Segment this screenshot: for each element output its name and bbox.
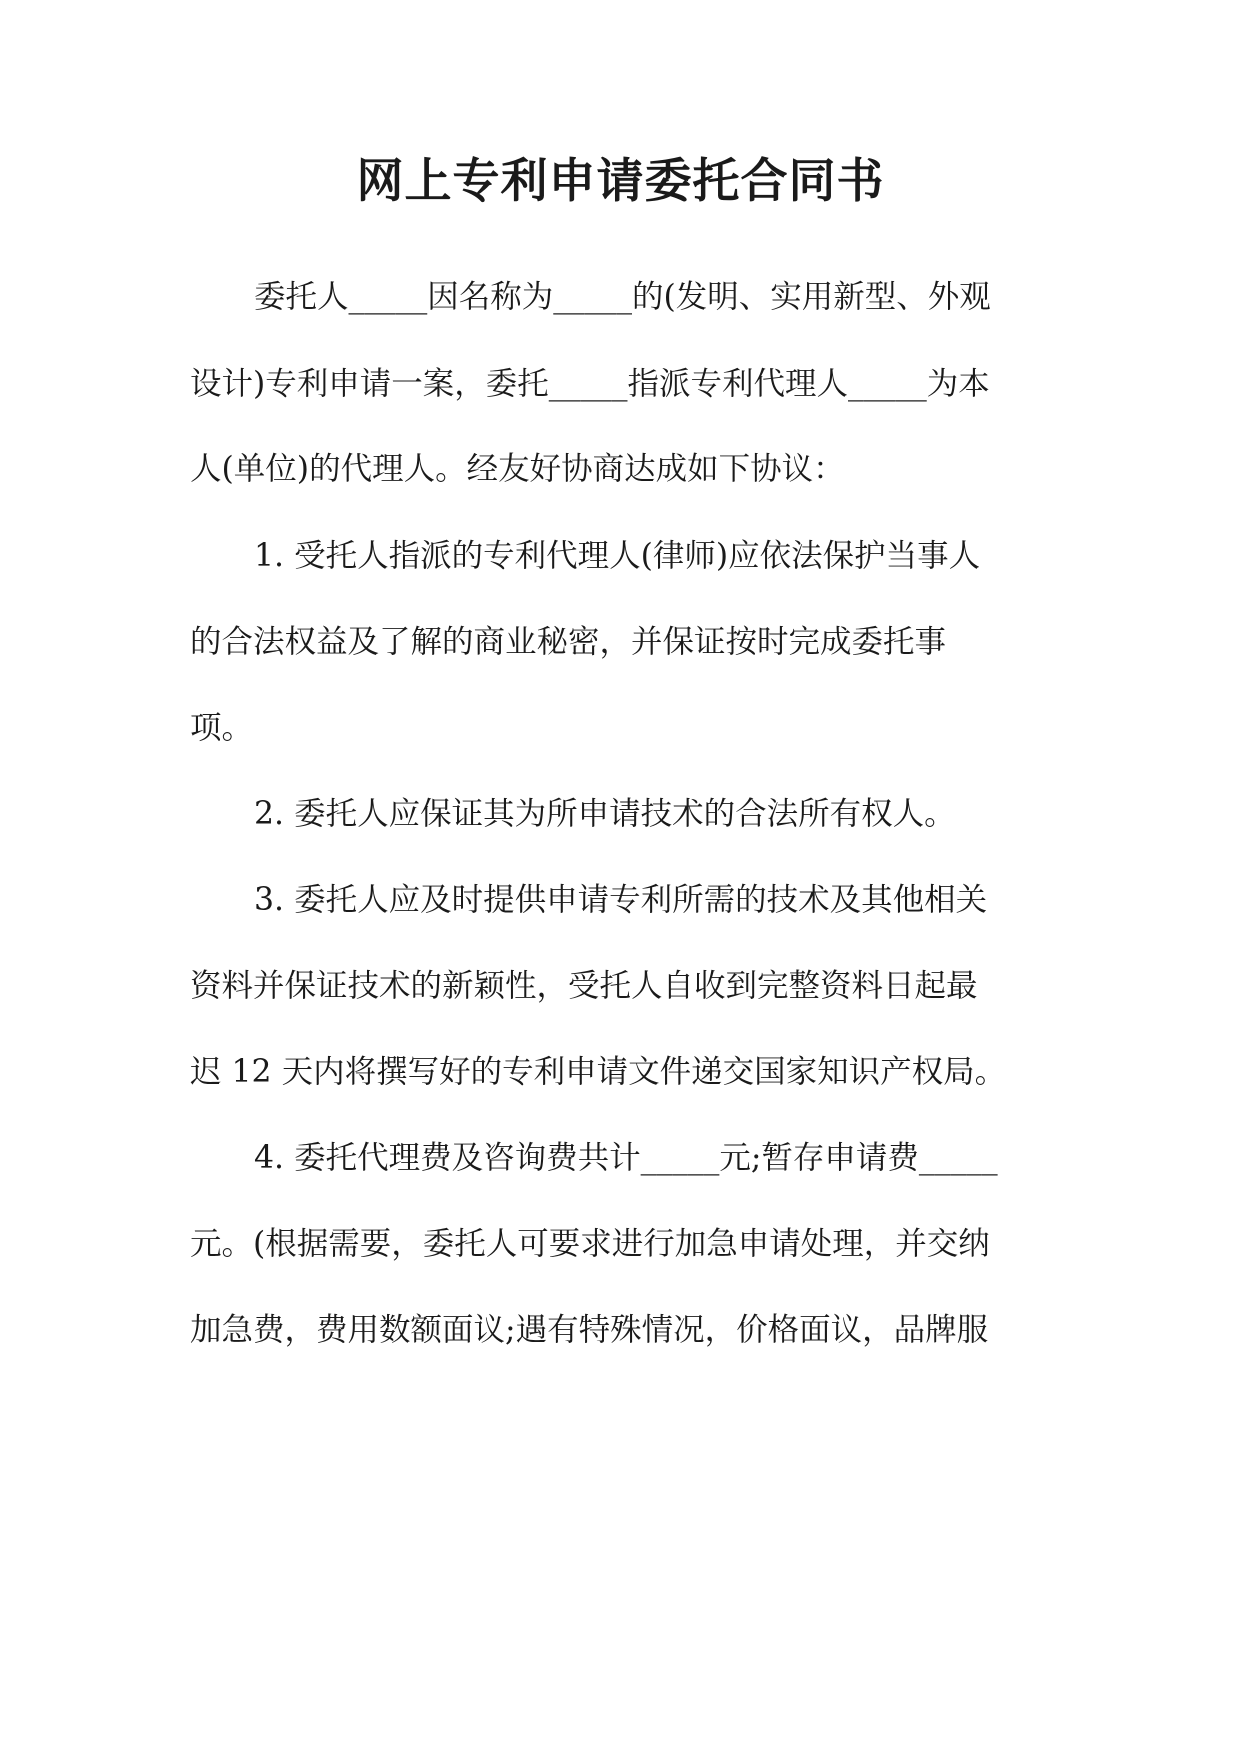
clause-1-line: 的合法权益及了解的商业秘密，并保证按时完成委托事 [190,624,947,660]
paragraph-line: 委托人_____因名称为_____的(发明、实用新型、外观 [254,279,991,315]
document-title: 网上专利申请委托合同书 [356,154,885,209]
clause-3-line: 迟 12 天内将撰写好的专利申请文件递交国家知识产权局。 [190,1054,1007,1090]
clause-4-line: 加急费，费用数额面议;遇有特殊情况，价格面议，品牌服 [190,1312,989,1348]
clause-1-line: 项。 [190,710,254,746]
clause-2-line: 2. 委托人应保证其为所申请技术的合法所有权人。 [254,796,956,832]
clause-4-line: 元。(根据需要，委托人可要求进行加急申请处理，并交纳 [190,1226,990,1262]
paragraph-line: 人(单位)的代理人。经友好协商达成如下协议： [190,451,845,487]
clause-1-line: 1. 受托人指派的专利代理人(律师)应依法保护当事人 [254,538,981,574]
paragraph-line: 设计)专利申请一案，委托_____指派专利代理人_____为本 [190,366,990,402]
clause-4-line: 4. 委托代理费及咨询费共计_____元;暂存申请费_____ [254,1140,998,1176]
clause-3-line: 3. 委托人应及时提供申请专利所需的技术及其他相关 [254,882,988,918]
clause-3-line: 资料并保证技术的新颖性，受托人自收到完整资料日起最 [190,968,978,1004]
